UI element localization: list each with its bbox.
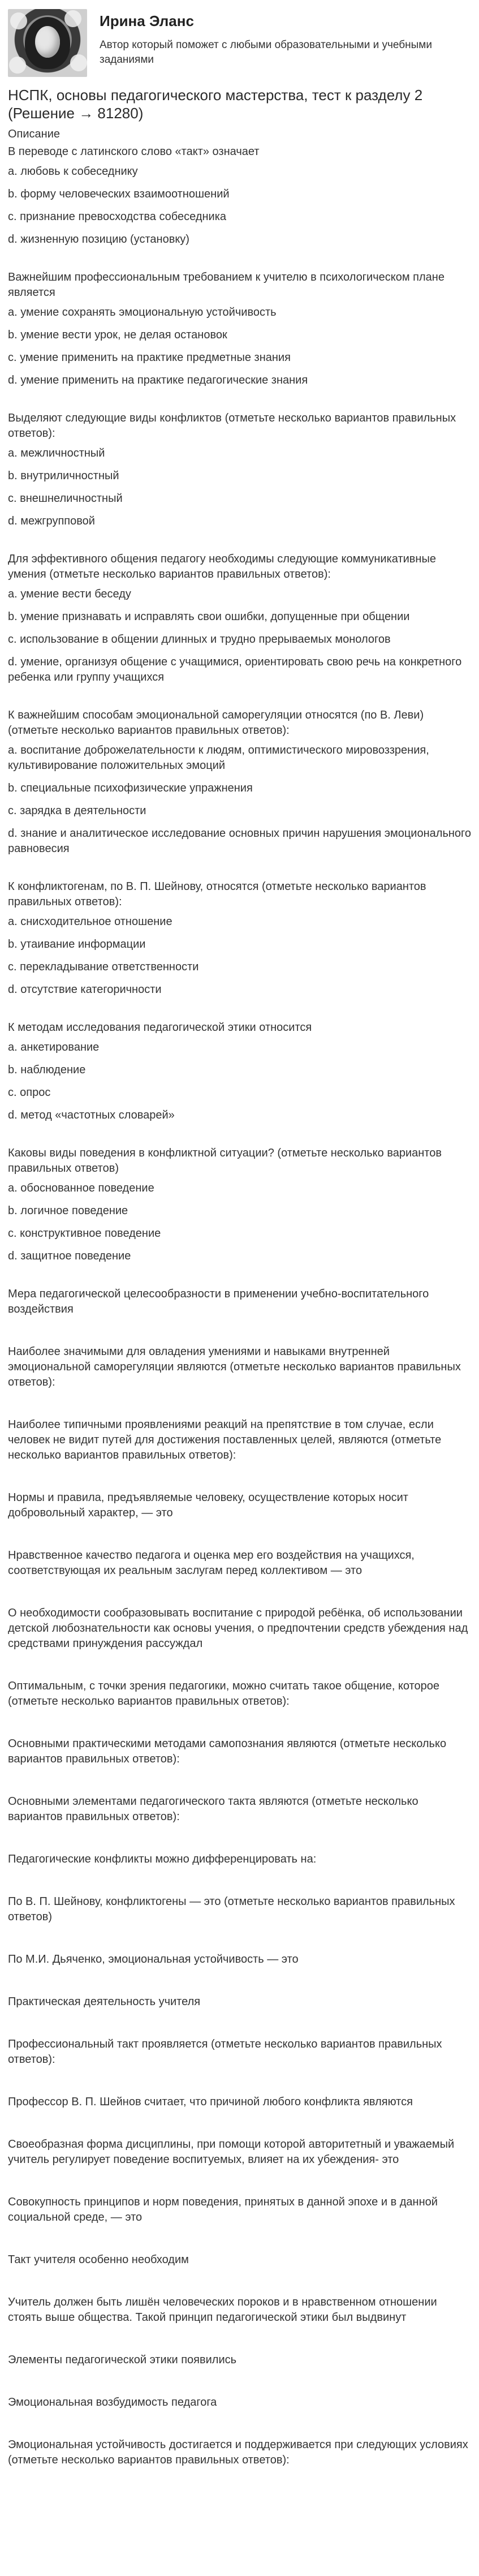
author-header (8, 6, 471, 83)
question-text: Учитель должен быть лишён человеческих пороков и в нравственном отношении стоять выше общества. Такой принцип педагогической этики был выдвинут (8, 2296, 437, 2324)
question-text: Эмоциональная возбудимость педагога (8, 2396, 217, 2409)
answer-option: d. защитное поведение (8, 1250, 131, 1262)
question-text: Такт учителя особенно необходим (8, 2254, 189, 2266)
answer-option: a. снисходительное отношение (8, 915, 172, 928)
answer-option: c. использование в общении длинных и трудно прерываемых монологов (8, 633, 391, 646)
author-avatar[interactable] (8, 9, 87, 77)
question-block (8, 1794, 471, 1825)
author-description: Автор который поможет с любыми образовательными и учебными заданиями (100, 39, 432, 66)
question-text: Практическая деятельность учителя (8, 1996, 201, 2008)
answer-options (8, 1181, 471, 1264)
answer-option: a. любовь к собеседнику (8, 165, 138, 178)
answer-option: d. умение применить на практике педагогические знания (8, 374, 308, 386)
answer-option: d. метод «частотных словарей» (8, 1109, 175, 1121)
answer-options (8, 1040, 471, 1123)
question-block (8, 144, 471, 247)
answer-option: c. внешнеличностный (8, 492, 123, 505)
question-text: Совокупность принципов и норм поведения, принятых в данной эпохе и в данной социальной среде, — это (8, 2196, 438, 2224)
question-block (8, 1146, 471, 1264)
question-block (8, 1994, 471, 2010)
question-text: Нравственное качество педагога и оценка мер его воздействия на учащихся, соответствующая их реальным заслугам перед коллективом — это (8, 1549, 415, 1577)
question-text: По В. П. Шейнову, конфликтогены — это (отметьте несколько вариантов правильных ответов) (8, 1895, 455, 1923)
answer-option: c. конструктивное поведение (8, 1227, 161, 1240)
answer-option: b. утаивание информации (8, 938, 146, 951)
answer-option: d. отсутствие категоричности (8, 983, 162, 996)
question-text: Наиболее значимыми для овладения умениями и навыками внутренней эмоциональной саморегуляции являются (отметьте несколько вариантов правильных ответов): (8, 1345, 461, 1388)
question-text: Эмоциональная устойчивость достигается и поддерживается при следующих условиях (отметьте несколько вариантов правильных ответов): (8, 2439, 468, 2466)
question-block (8, 708, 471, 857)
question-block (8, 2137, 471, 2168)
question-text: Мера педагогической целесообразности в применении учебно-воспитательного воздействия (8, 1288, 429, 1315)
answer-option: c. перекладывание ответственности (8, 961, 199, 973)
question-block (8, 2437, 471, 2468)
test-title: НСПК, основы педагогического мастерства, тест к разделу 2 (Решение → 81280) (8, 87, 423, 122)
question-text: По М.И. Дьяченко, эмоциональная устойчивость — это (8, 1953, 299, 1966)
answer-option: c. опрос (8, 1086, 51, 1099)
question-text: Основными практическими методами самопознания являются (отметьте несколько вариантов правильных ответов): (8, 1738, 447, 1765)
question-text: Элементы педагогической этики появились (8, 2354, 237, 2366)
question-text: Основными элементами педагогического такта являются (отметьте несколько вариантов правильных ответов): (8, 1795, 418, 1823)
question-block (8, 1679, 471, 1709)
answer-option: d. умение, организуя общение с учащимися, ориентировать свою речь на конкретного ребенка или группу учащихся (8, 656, 462, 683)
answer-option: c. зарядка в деятельности (8, 805, 146, 817)
question-block (8, 2095, 471, 2110)
question-block (8, 2395, 471, 2410)
question-block (8, 552, 471, 685)
answer-option: a. умение сохранять эмоциональную устойчивость (8, 306, 277, 319)
question-text: Педагогические конфликты можно дифференцировать на: (8, 1853, 317, 1865)
question-block (8, 1894, 471, 1925)
question-text: К методам исследования педагогической этики относится (8, 1021, 312, 1034)
answer-option: d. жизненную позицию (установку) (8, 233, 189, 246)
question-text: Нормы и правила, предъявляемые человеку, осуществление которых носит добровольный характер, — это (8, 1491, 408, 1519)
question-text: Своеобразная форма дисциплины, при помощи которой авторитетный и уважаемый учитель регулирует поведение воспитуемых, влияет на их убеждения- это (8, 2138, 455, 2166)
question-block (8, 879, 471, 997)
question-block (8, 2353, 471, 2368)
question-block (8, 270, 471, 388)
question-text: К конфликтогенам, по В. П. Шейнову, относятся (отметьте несколько вариантов правильных ответов): (8, 880, 426, 908)
question-text: Каковы виды поведения в конфликтной ситуации? (отметьте несколько вариантов правильных ответов) (8, 1147, 442, 1175)
question-text: Наиболее типичными проявлениями реакций на препятствие в том случае, если человек не видит путей для достижения поставленных целей, являются (отметьте несколько вариантов правильных ответов): (8, 1418, 442, 1461)
question-block (8, 1952, 471, 1967)
question-text: В переводе с латинского слово «такт» означает (8, 145, 260, 158)
answer-option: a. межличностный (8, 447, 105, 459)
question-block (8, 1548, 471, 1579)
description-label: Описание (8, 128, 61, 140)
question-block (8, 1490, 471, 1521)
question-text: К важнейшим способам эмоциональной саморегуляции относятся (по В. Леви) (отметьте несколько вариантов правильных ответов): (8, 709, 424, 737)
question-block (8, 1287, 471, 1317)
question-text: Для эффективного общения педагогу необходимы следующие коммуникативные умения (отметьте несколько вариантов правильных ответов): (8, 553, 436, 580)
question-block (8, 2252, 471, 2268)
answer-option: b. умение вести урок, не делая остановок (8, 329, 227, 341)
question-text: О необходимости сообразовывать воспитание с природой ребёнка, об использовании детской любознательности как основы учения, о предпочтении средств убеждения над средствами принуждения рассуждал (8, 1607, 468, 1650)
answer-options (8, 305, 471, 388)
question-text: Профессор В. П. Шейнов считает, что причиной любого конфликта являются (8, 2096, 413, 2108)
answer-option: b. внутриличностный (8, 470, 119, 482)
answer-options (8, 587, 471, 685)
question-text: Выделяют следующие виды конфликтов (отметьте несколько вариантов правильных ответов): (8, 412, 456, 440)
author-name[interactable]: Ирина Эланс (100, 12, 194, 29)
question-block (8, 411, 471, 529)
question-block (8, 1736, 471, 1767)
answer-options (8, 743, 471, 857)
answer-option: a. анкетирование (8, 1041, 100, 1053)
answer-option: d. межгрупповой (8, 515, 95, 527)
question-text: Оптимальным, с точки зрения педагогики, можно считать такое общение, которое (отметьте несколько вариантов правильных ответов): (8, 1680, 440, 1708)
question-block (8, 1020, 471, 1123)
answer-option: b. специальные психофизические упражнения (8, 782, 253, 794)
answer-option: b. логичное поведение (8, 1205, 128, 1217)
answer-option: c. умение применить на практике предметные знания (8, 351, 291, 364)
answer-option: b. наблюдение (8, 1064, 86, 1076)
answer-option: a. обоснованное поведение (8, 1182, 154, 1194)
question-block (8, 2195, 471, 2225)
question-block (8, 1852, 471, 1867)
answer-option: c. признание превосходства собеседника (8, 210, 227, 223)
answer-options (8, 446, 471, 529)
answer-option: a. воспитание доброжелательности к людям, оптимистического мировоззрения, культивирование положительных эмоций (8, 744, 429, 772)
answer-option: b. умение признавать и исправлять свои ошибки, допущенные при общении (8, 610, 410, 623)
answer-options (8, 914, 471, 997)
question-block (8, 1606, 471, 1652)
questions-list (8, 144, 471, 2468)
author-info (100, 9, 439, 67)
answer-option: a. умение вести беседу (8, 588, 131, 600)
answer-option: b. форму человеческих взаимоотношений (8, 188, 230, 200)
question-text: Важнейшим профессиональным требованием к учителю в психологическом плане является (8, 271, 445, 299)
question-block (8, 1417, 471, 1463)
question-text: Профессиональный такт проявляется (отметьте несколько вариантов правильных ответов): (8, 2038, 442, 2066)
question-block (8, 2037, 471, 2067)
answer-options (8, 164, 471, 247)
question-block (8, 1344, 471, 1390)
answer-option: d. знание и аналитическое исследование основных причин нарушения эмоционального равновесия (8, 827, 472, 855)
question-block (8, 2295, 471, 2325)
